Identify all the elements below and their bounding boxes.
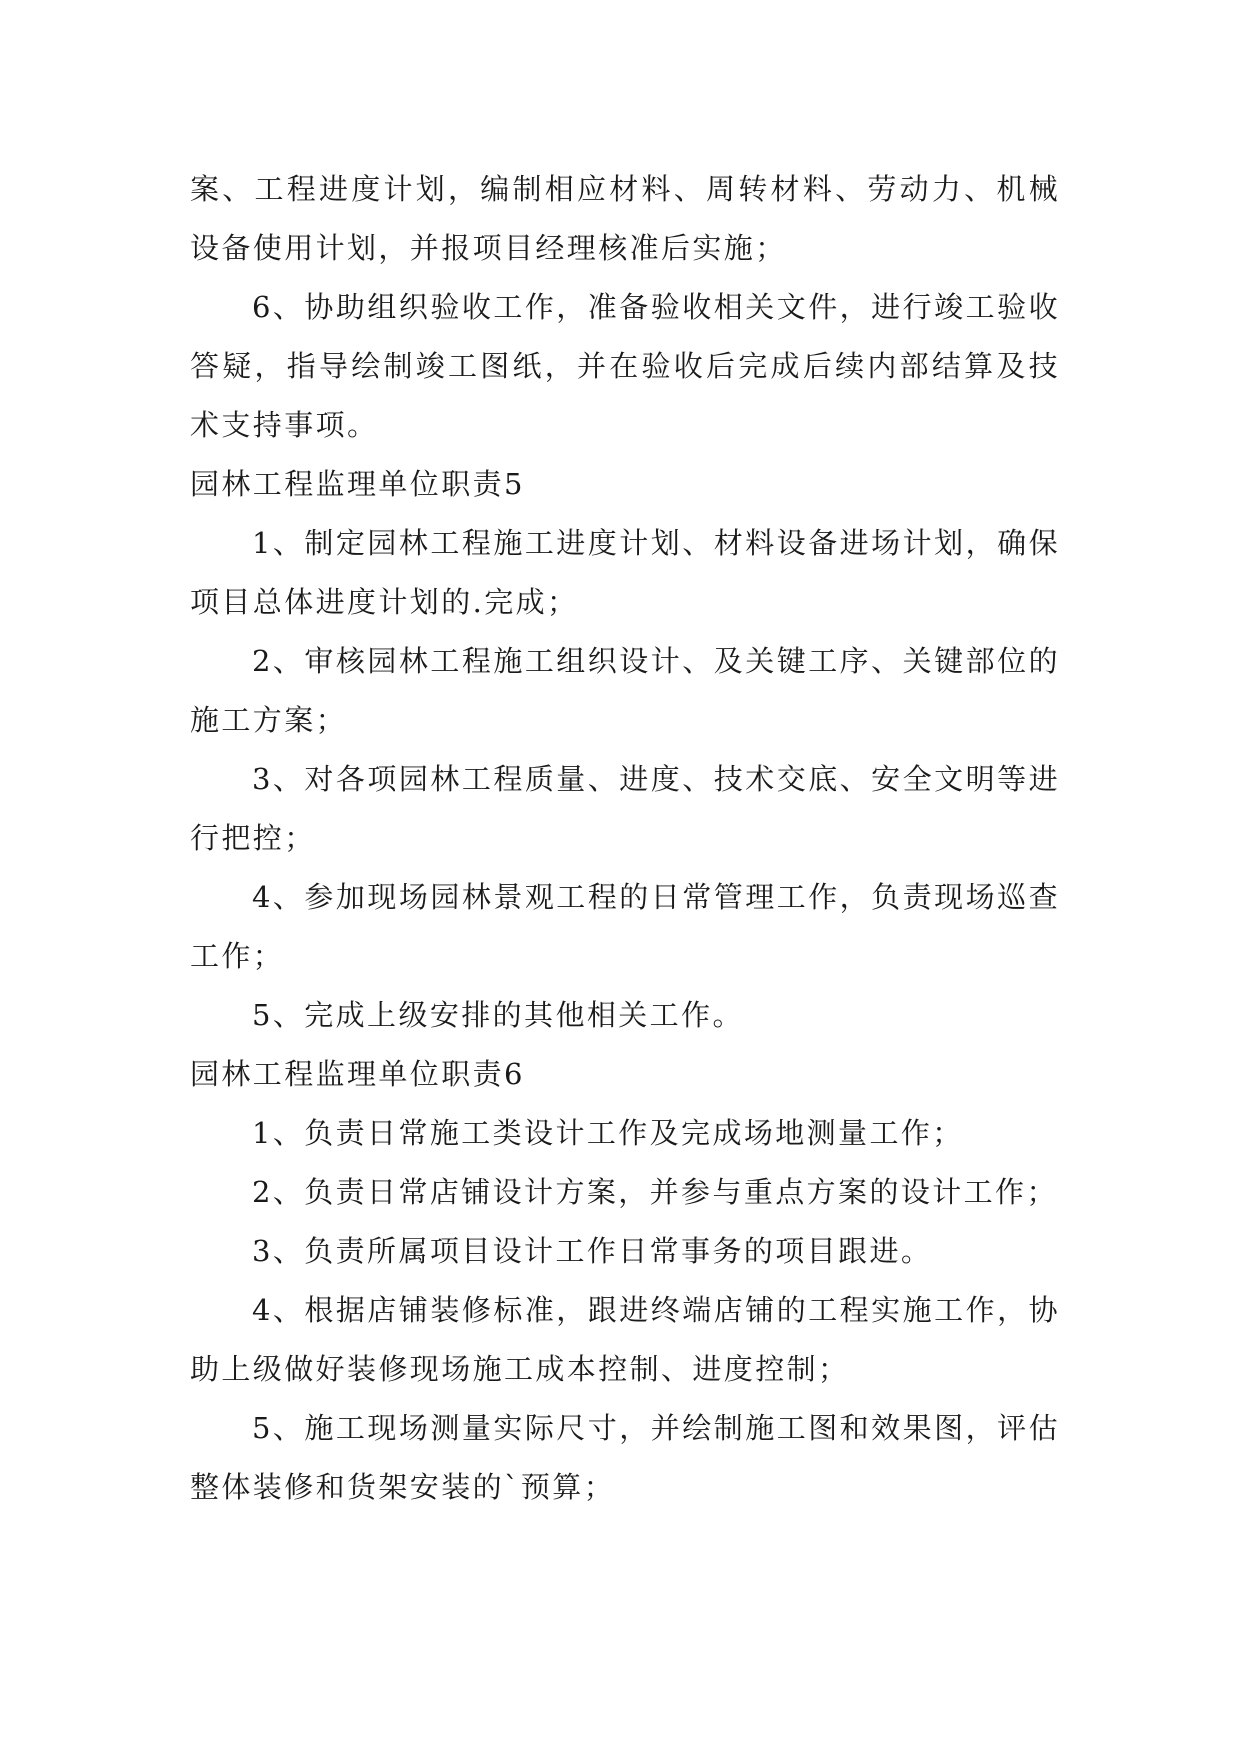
paragraph-item: 4、根据店铺装修标准，跟进终端店铺的工程实施工作，协助上级做好装修现场施工成本控制、进度控制； bbox=[190, 1293, 1060, 1386]
paragraph-item: 2、负责日常店铺设计方案，并参与重点方案的设计工作； bbox=[252, 1175, 1058, 1209]
paragraph-item: 2、审核园林工程施工组织设计、及关键工序、关键部位的施工方案； bbox=[190, 644, 1060, 737]
paragraph-item: 6、协助组织验收工作，准备验收相关文件，进行竣工验收答疑，指导绘制竣工图纸，并在验收后完成后续内部结算及技术支持事项。 bbox=[190, 290, 1060, 442]
section-heading: 园林工程监理单位职责6 bbox=[190, 1057, 525, 1091]
document-body bbox=[190, 160, 1060, 1517]
paragraph-item: 1、负责日常施工类设计工作及完成场地测量工作； bbox=[252, 1116, 964, 1150]
paragraph-item: 5、施工现场测量实际尺寸，并绘制施工图和效果图，评估整体装修和货架安装的`预算； bbox=[190, 1411, 1060, 1504]
paragraph-item: 1、制定园林工程施工进度计划、材料设备进场计划，确保项目总体进度计划的.完成； bbox=[190, 526, 1060, 619]
paragraph-item: 5、完成上级安排的其他相关工作。 bbox=[252, 998, 744, 1032]
paragraph-item: 3、对各项园林工程质量、进度、技术交底、安全文明等进行把控； bbox=[190, 762, 1060, 855]
paragraph-item: 3、负责所属项目设计工作日常事务的项目跟进。 bbox=[252, 1234, 933, 1268]
section-heading: 园林工程监理单位职责5 bbox=[190, 467, 525, 501]
paragraph-continuation: 案、工程进度计划，编制相应材料、周转材料、劳动力、机械设备使用计划，并报项目经理核准后实施； bbox=[190, 172, 1060, 265]
paragraph-item: 4、参加现场园林景观工程的日常管理工作，负责现场巡查工作； bbox=[190, 880, 1060, 973]
